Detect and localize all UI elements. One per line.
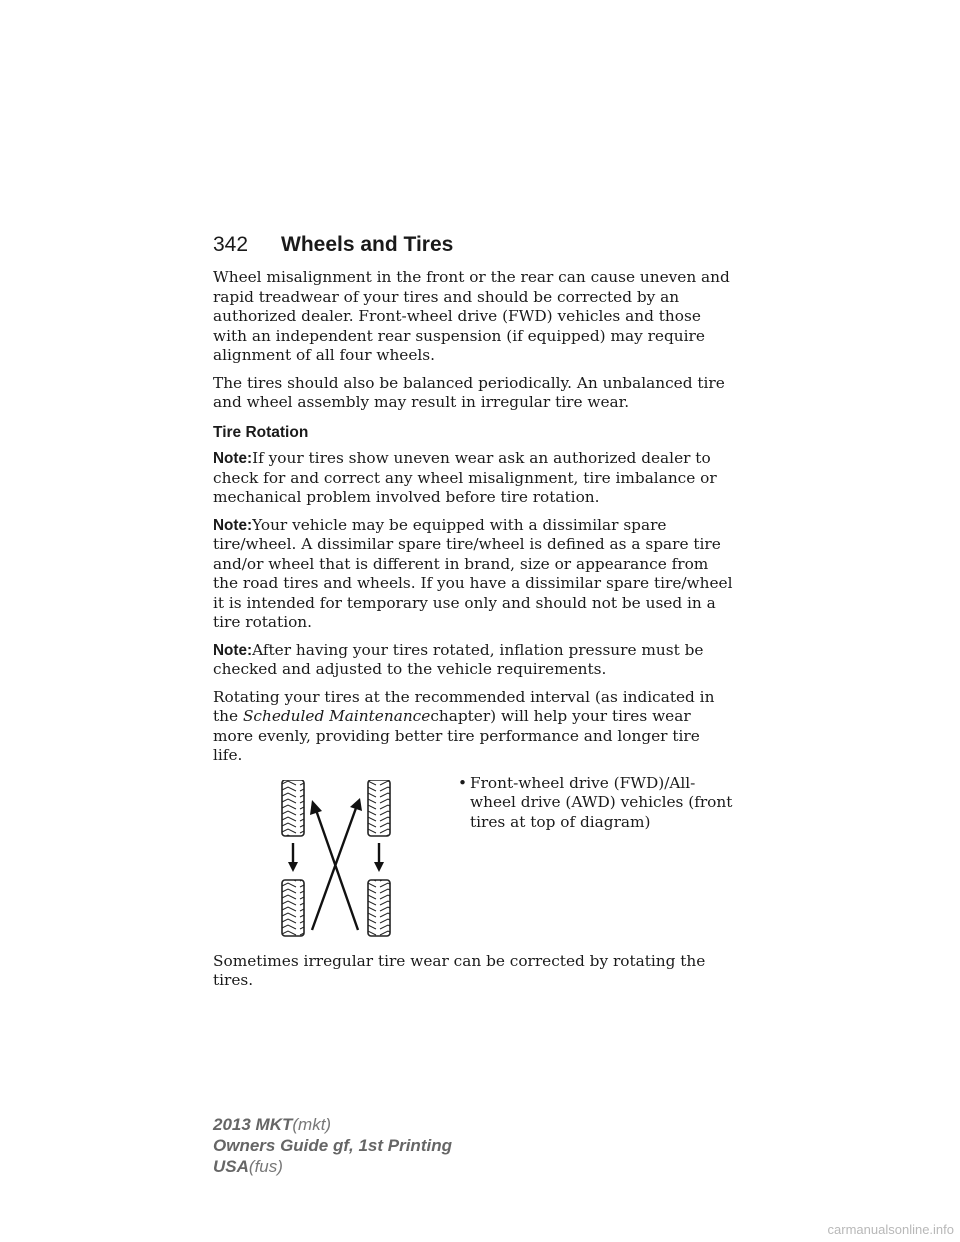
tire-rear-left-icon: [282, 880, 304, 936]
note-label: Note:: [213, 641, 253, 659]
bullet-item: [458, 774, 735, 833]
bullet-dot: •: [458, 773, 468, 792]
rotation-bullet-row: [213, 774, 733, 952]
paragraph-rotation: Rotating your tires at the recommended interval (as indicated in the Scheduled Maintenancechapter) will help your tires wear more evenly, providing better tire performance and longer tire life.: [213, 687, 715, 764]
chapter-title: Wheels and Tires: [281, 233, 454, 256]
tire-rotation-diagram: [278, 780, 428, 950]
page-content: [213, 268, 733, 999]
page-number: 342: [213, 233, 249, 256]
section-heading: Tire Rotation: [213, 423, 309, 441]
note-label: Note:: [213, 516, 253, 534]
note-3: [213, 641, 733, 680]
page-footer: 2013 MKT(mkt) Owners Guide gf, 1st Printing USA(fus): [213, 1115, 452, 1176]
paragraph-balancing: The tires should also be balanced periodically. An unbalanced tire and wheel assembly may result in irregular tire wear.: [213, 373, 725, 411]
note-1-text: If your tires show uneven wear ask an authorized dealer to check for and correct any wheel misalignment, tire imbalance or mechanical problem involved before tire rotation.: [213, 449, 717, 506]
tire-front-right-icon: [368, 780, 390, 836]
paragraph-closing: Sometimes irregular tire wear can be corrected by rotating the tires.: [213, 951, 706, 989]
note-label: Note:: [213, 450, 253, 467]
scheduled-maintenance-reference: Scheduled Maintenance: [242, 707, 431, 725]
tire-front-left-icon: [282, 780, 304, 836]
note-2-text: Your vehicle may be equipped with a dissimilar spare tire/wheel. A dissimilar spare tire/wheel is defined as a spare tire and/or wheel that is different in brand, size or appearance from the road tires and wheels. If you have a dissimilar spare tire/wheel it is intended for temporary use only and should not be used in a tire rotation.: [213, 515, 733, 631]
note-2: [213, 516, 733, 633]
bullet-text: Front-wheel drive (FWD)/All-wheel drive (AWD) vehicles (front tires at top of diagram): [470, 773, 733, 831]
paragraph-misalignment: Wheel misalignment in the front or the rear can cause uneven and rapid treadwear of your tires and should be corrected by an authorized dealer. Front-wheel drive (FWD) vehicles and those with an independent rear suspension (if equipped) may require alignment of all four wheels.: [213, 268, 730, 364]
arrow-down-left-icon: [288, 843, 298, 872]
note-1: [213, 449, 733, 508]
note-3-text: After having your tires rotated, inflation pressure must be checked and adjusted to the vehicle requirements.: [213, 640, 704, 678]
tire-rear-right-icon: [368, 880, 390, 936]
watermark: carmanualsonline.info: [827, 1222, 954, 1237]
arrow-down-right-icon: [374, 843, 384, 872]
